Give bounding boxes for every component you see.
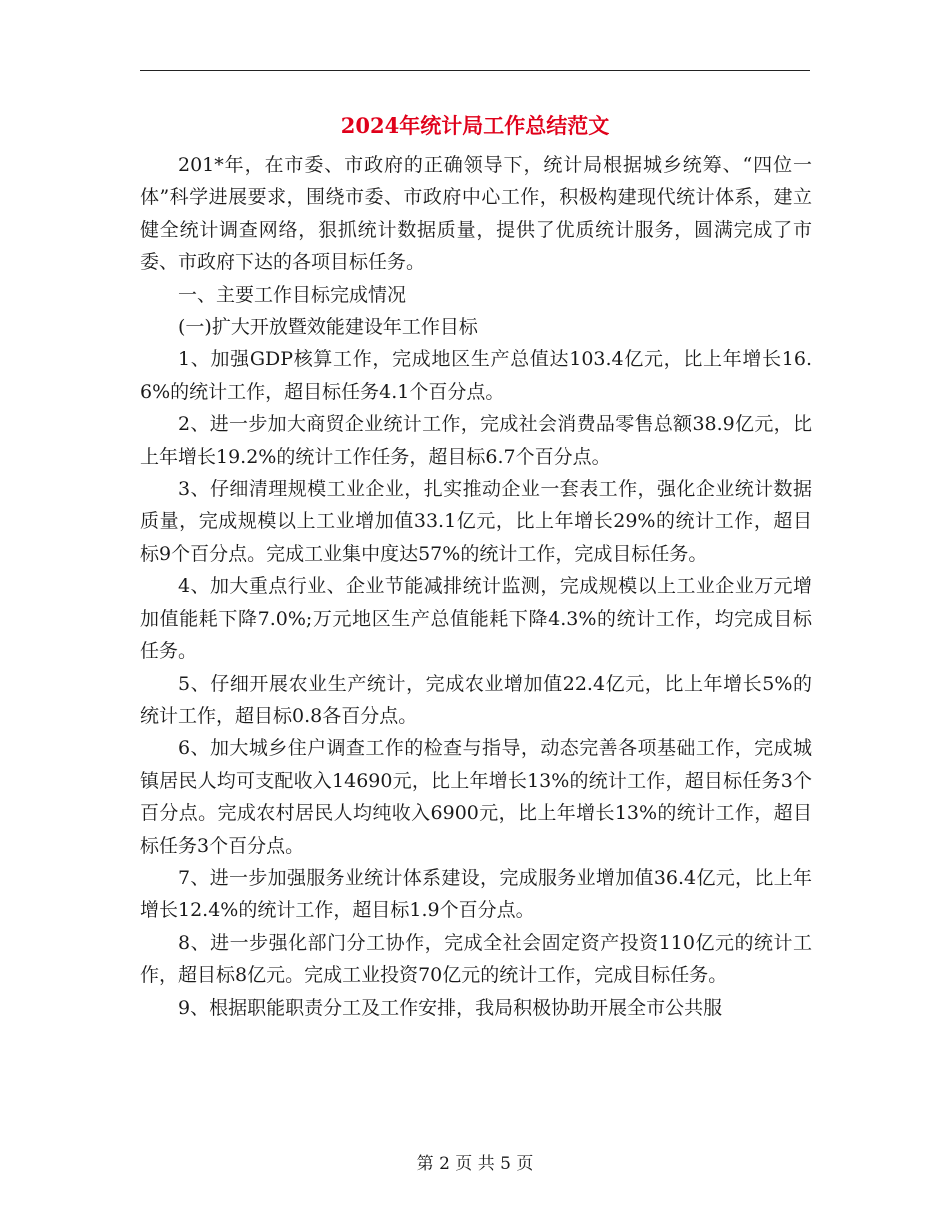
subsection-heading-1: (一)扩大开放暨效能建设年工作目标 <box>178 316 478 339</box>
list-item-3: 3、仔细清理规模工业企业，扎实推动企业一套表工作，强化企业统计数据质量，完成规模以上工业增加值33.1亿元，比上年增长29%的统计工作，超目标9个百分点。完成工业集中度达57%的统计工作，完成目标任务。 <box>140 478 812 565</box>
list-item-2: 2、进一步加大商贸企业统计工作，完成社会消费品零售总额38.9亿元，比上年增长19.2%的统计工作任务，超目标6.7个百分点。 <box>140 413 812 468</box>
section-heading-1: 一、主要工作目标完成情况 <box>178 283 407 306</box>
list-item-5: 5、仔细开展农业生产统计，完成农业增加值22.4亿元，比上年增长5%的统计工作，超目标0.8各百分点。 <box>140 672 812 727</box>
list-item-9: 9、根据职能职责分工及工作安排，我局积极协助开展全市公共服 <box>178 996 723 1019</box>
list-item-6: 6、加大城乡住户调查工作的检查与指导，动态完善各项基础工作，完成城镇居民人均可支配收入14690元，比上年增长13%的统计工作，超目标任务3个百分点。完成农村居民人均纯收入6900元，比上年增长13%的统计工作，超目标任务3个百分点。 <box>140 737 812 857</box>
document-body <box>140 149 812 1024</box>
list-item-7: 7、进一步加强服务业统计体系建设，完成服务业增加值36.4亿元，比上年增长12.4%的统计工作，超目标1.9个百分点。 <box>140 866 812 922</box>
document-title: 2024年统计局工作总结范文 <box>340 113 610 138</box>
list-item-8: 8、进一步强化部门分工协作，完成全社会固定资产投资110亿元的统计工作，超目标8亿元。完成工业投资70亿元的统计工作，完成目标任务。 <box>140 931 812 987</box>
paragraph-intro: 201*年，在市委、市政府的正确领导下，统计局根据城乡统筹、“四位一体”科学进展要求，围绕市委、市政府中心工作，积极构建现代统计体系，建立健全统计调查网络，狠抓统计数据质量，提供了优质统计服务，圆满完成了市委、市政府下达的各项目标任务。 <box>140 154 812 274</box>
page-footer <box>0 1152 950 1176</box>
header-rule <box>140 70 810 71</box>
list-item-1: 1、加强GDP核算工作，完成地区生产总值达103.4亿元，比上年增长16.6%的统计工作，超目标任务4.1个百分点。 <box>140 348 812 403</box>
page-number: 第 2 页 共 5 页 <box>416 1154 534 1174</box>
list-item-4: 4、加大重点行业、企业节能减排统计监测，完成规模以上工业企业万元增加值能耗下降7.0%;万元地区生产总值能耗下降4.3%的统计工作，均完成目标任务。 <box>140 575 812 663</box>
